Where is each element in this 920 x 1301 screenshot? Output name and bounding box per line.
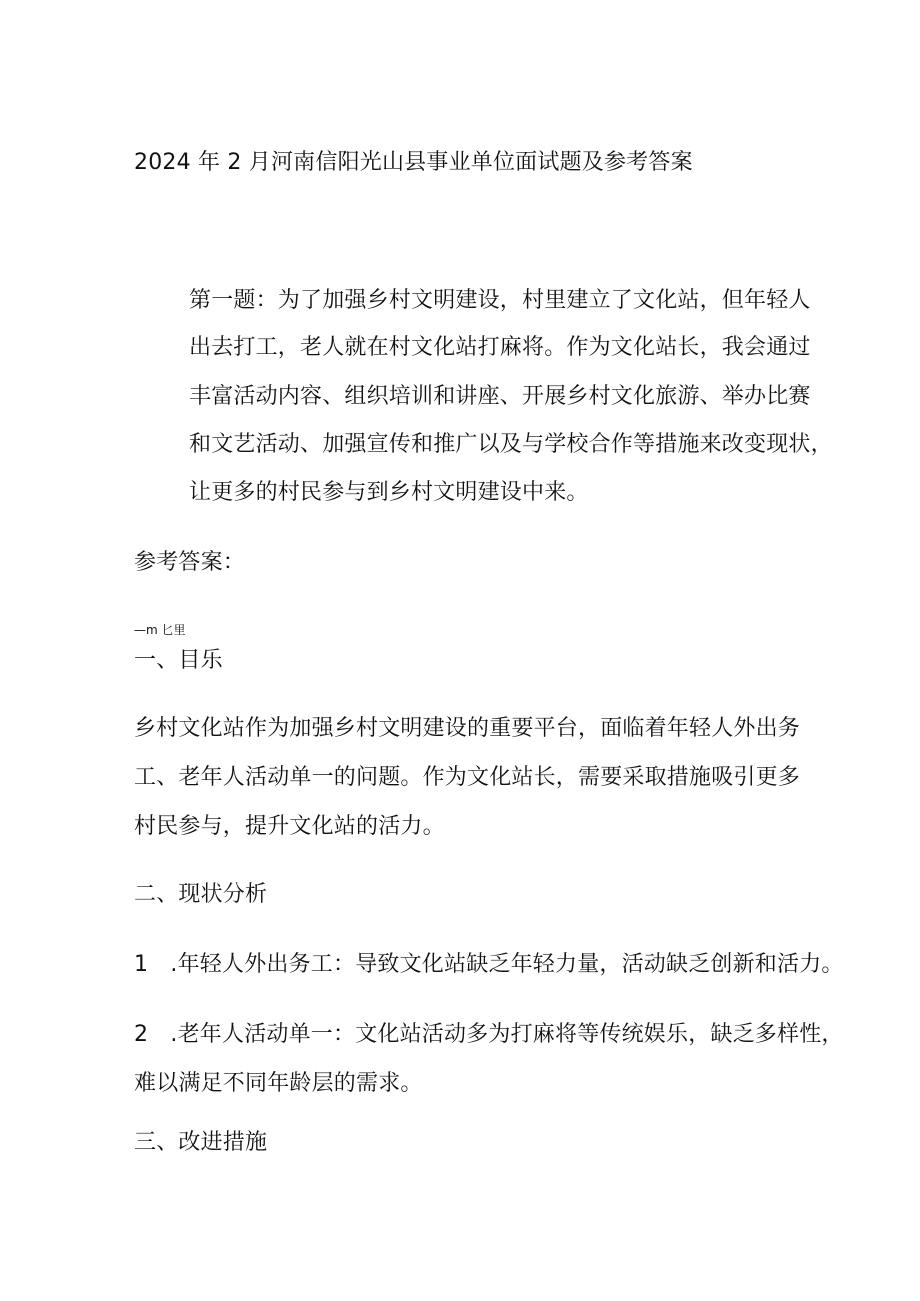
question-line-3: 丰富活动内容、组织培训和讲座、开展乡村文化旅游、举办比赛 xyxy=(189,384,811,409)
section2-heading: 二、现状分析 xyxy=(134,882,268,907)
question-line-4: 和文艺活动、加强宣传和推广以及与学校合作等措施来改变现状， xyxy=(189,432,833,457)
question-line-5: 让更多的村民参与到乡村文明建设中来。 xyxy=(189,480,589,505)
item-2-line-1: 2 .老年人活动单一：文化站活动多为打麻将等传统娱乐，缺乏多样性， xyxy=(134,1022,844,1047)
item-2-line-2: 难以满足不同年龄层的需求。 xyxy=(134,1071,423,1096)
small-label: —m 匕里 xyxy=(134,623,186,637)
section1-line-1: 乡村文化站作为加强乡村文明建设的重要平台，面临着年轻人外出务 xyxy=(134,716,801,741)
question-line-2: 出去打工，老人就在村文化站打麻将。作为文化站长，我会通过 xyxy=(189,335,811,360)
section3-heading: 三、改进措施 xyxy=(134,1130,268,1155)
section1-line-2: 工、老年人活动单一的问题。作为文化站长，需要采取措施吸引更多 xyxy=(134,765,801,790)
section1-line-3: 村民参与，提升文化站的活力。 xyxy=(134,814,445,839)
item-1: 1 .年轻人外出务工：导致文化站缺乏年轻力量，活动缺乏创新和活力。 xyxy=(134,952,844,977)
document-title: 2024 年 2 月河南信阳光山县事业单位面试题及参考答案 xyxy=(134,150,693,175)
section1-heading: 一、目乐 xyxy=(134,648,223,673)
answer-label: 参考答案： xyxy=(134,550,246,575)
question-line-1: 第一题：为了加强乡村文明建设，村里建立了文化站，但年轻人 xyxy=(189,288,811,313)
